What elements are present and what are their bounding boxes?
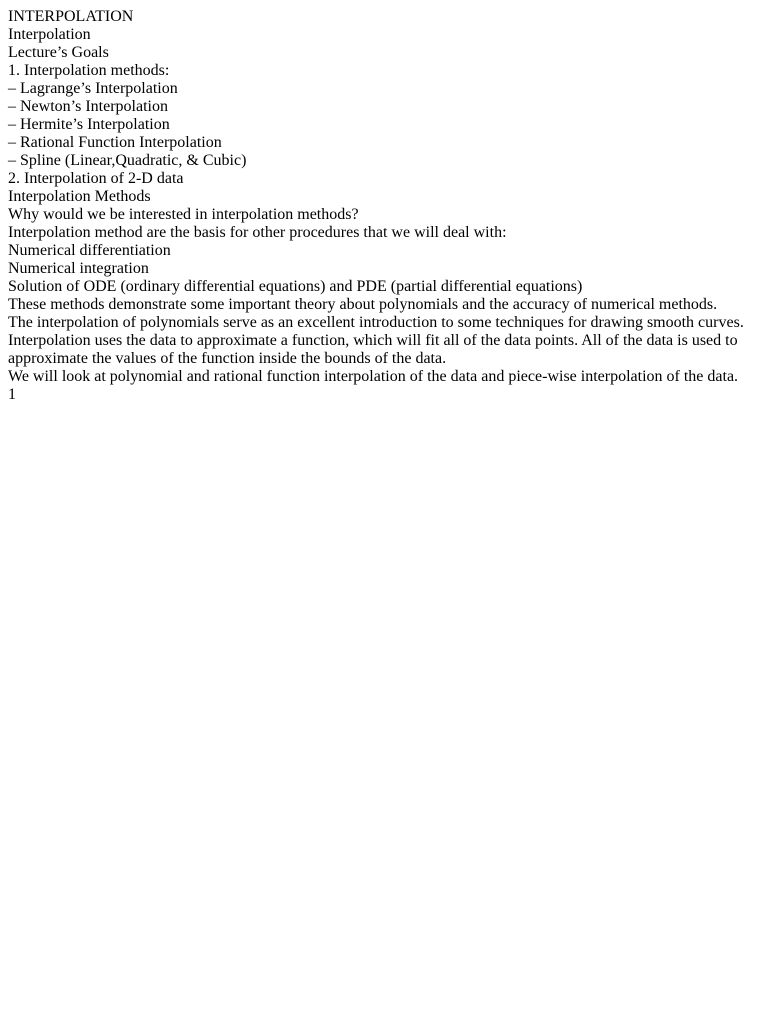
goal-item: 2. Interpolation of 2-D data: [8, 170, 184, 187]
paragraph: Interpolation uses the data to approximate a function, which will fit all of the data points. All of the data is used to approximate the values of the function inside the bounds of the data.: [8, 332, 738, 367]
goal-item: 1. Interpolation methods:: [8, 62, 170, 79]
header-title-initial: I: [8, 8, 14, 25]
paragraph: We will look at polynomial and rational function interpolation of the data and piece-wise interpolation of the data.: [8, 368, 739, 385]
sub-bullet-item: Numerical integration: [8, 260, 149, 277]
document-page: [8, 8, 760, 404]
box-title: Interpolation: [8, 26, 91, 43]
page-number: 1: [8, 386, 16, 403]
page-header: [8, 8, 760, 26]
bullet-item: These methods demonstrate some important theory about polynomials and the accuracy of numerical methods.: [8, 296, 718, 313]
sub-bullet-item: Solution of ODE (ordinary differential equations) and PDE (partial differential equations): [8, 278, 583, 295]
sub-bullet-item: Numerical differentiation: [8, 242, 171, 259]
goal-subitem: – Lagrange’s Interpolation: [8, 80, 178, 97]
section-title: Interpolation Methods: [8, 188, 151, 205]
bullet-item: Interpolation method are the basis for other procedures that we will deal with:: [8, 224, 507, 241]
goal-subitem: – Hermite’s Interpolation: [8, 116, 170, 133]
header-title-rest: NTERPOLATION: [13, 8, 134, 25]
goal-subitem: – Spline (Linear,Quadratic, & Cubic): [8, 152, 247, 169]
question-text: Why would we be interested in interpolation methods?: [8, 206, 359, 223]
goal-subitem: – Newton’s Interpolation: [8, 98, 168, 115]
content-body: [8, 26, 760, 386]
goal-subitem: – Rational Function Interpolation: [8, 134, 222, 151]
bullet-item: The interpolation of polynomials serve as an excellent introduction to some techniques for drawing smooth curves.: [8, 314, 744, 331]
goals-heading: Lecture’s Goals: [8, 44, 109, 61]
